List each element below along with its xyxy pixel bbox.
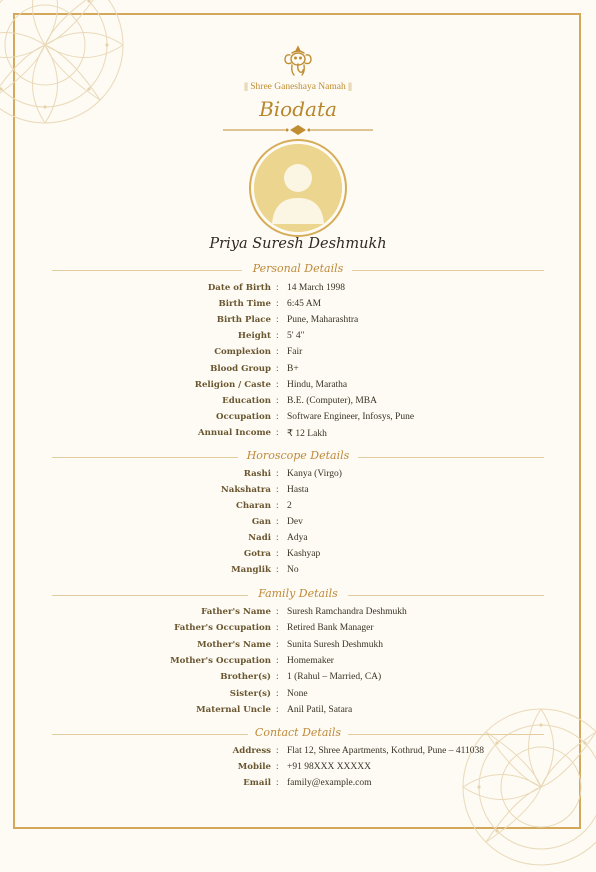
separator-colon: : <box>276 501 279 511</box>
ganesha-icon <box>281 44 315 78</box>
section-heading-contact-details <box>52 727 544 741</box>
detail-label: Maternal Uncle <box>196 704 271 715</box>
detail-value: 5' 4" <box>287 331 305 342</box>
detail-value: 6:45 AM <box>287 299 322 310</box>
detail-label: Education <box>222 395 271 406</box>
detail-row <box>0 689 596 703</box>
separator-colon: : <box>276 427 279 438</box>
detail-value: Software Engineer, Infosys, Pune <box>287 411 415 422</box>
detail-row <box>0 299 596 313</box>
section-title: Family Details <box>258 587 338 600</box>
separator-colon: : <box>276 533 279 543</box>
detail-label: Religion / Caste <box>194 379 271 390</box>
detail-value: family@example.com <box>287 778 372 788</box>
detail-value: Suresh Ramchandra Deshmukh <box>287 607 407 617</box>
separator-colon: : <box>276 331 279 342</box>
detail-row <box>0 485 596 499</box>
detail-value: No <box>287 565 299 575</box>
detail-value: Homemaker <box>287 655 334 666</box>
separator-colon: : <box>276 688 279 699</box>
detail-label: Rashi <box>243 469 271 479</box>
detail-row <box>0 656 596 670</box>
detail-label: Annual Income <box>197 427 271 438</box>
detail-row <box>0 672 596 686</box>
detail-label: Nadi <box>248 533 271 543</box>
separator-colon: : <box>276 379 279 390</box>
page-title: Biodata <box>259 97 337 121</box>
detail-label: Height <box>237 331 271 342</box>
separator-colon: : <box>276 623 279 634</box>
detail-row <box>0 331 596 345</box>
detail-label: Nakshatra <box>220 485 271 495</box>
detail-value: 14 March 1998 <box>287 283 346 293</box>
detail-label: Father's Name <box>201 607 271 617</box>
detail-value: Retired Bank Manager <box>287 623 374 634</box>
detail-value: Hindu, Maratha <box>287 379 348 390</box>
detail-row <box>0 640 596 654</box>
separator-colon: : <box>276 485 279 495</box>
title-divider-ornament <box>223 124 373 136</box>
detail-row <box>0 396 596 410</box>
separator-colon: : <box>276 395 279 406</box>
detail-value: Adya <box>287 533 308 543</box>
detail-value: Fair <box>287 347 303 358</box>
detail-row <box>0 315 596 329</box>
separator-colon: : <box>276 672 279 683</box>
separator-colon: : <box>276 762 279 772</box>
detail-row <box>0 762 596 776</box>
detail-label: Occupation <box>216 411 271 422</box>
detail-value: B.E. (Computer), MBA <box>287 395 377 406</box>
detail-label: Mother's Name <box>197 639 271 650</box>
separator-colon: : <box>276 704 279 715</box>
separator-colon: : <box>276 517 279 527</box>
detail-row <box>0 428 596 442</box>
detail-label: Birth Time <box>218 299 271 310</box>
detail-label: Sister(s) <box>229 688 271 699</box>
detail-value: B+ <box>287 363 299 374</box>
detail-label: Birth Place <box>216 315 271 326</box>
detail-row <box>0 469 596 483</box>
detail-value: 1 (Rahul – Married, CA) <box>287 672 382 683</box>
detail-row <box>0 607 596 621</box>
detail-row <box>0 380 596 394</box>
separator-colon: : <box>276 283 279 293</box>
separator-colon: : <box>276 411 279 422</box>
separator-colon: : <box>276 299 279 310</box>
separator-colon: : <box>276 778 279 788</box>
detail-value: Kanya (Virgo) <box>287 469 342 479</box>
detail-row <box>0 533 596 547</box>
detail-row <box>0 549 596 563</box>
detail-row <box>0 623 596 637</box>
detail-row <box>0 364 596 378</box>
detail-label: Mobile <box>237 762 271 772</box>
detail-value: Hasta <box>287 485 309 495</box>
detail-value: None <box>287 688 308 699</box>
detail-label: Gotra <box>243 549 271 559</box>
section-title: Horoscope Details <box>246 449 350 462</box>
detail-label: Complexion <box>214 347 271 358</box>
avatar[interactable] <box>254 144 342 232</box>
separator-colon: : <box>276 347 279 358</box>
detail-value: Pune, Maharashtra <box>287 315 359 326</box>
candidate-name: Priya Suresh Deshmukh <box>209 236 387 252</box>
detail-row <box>0 412 596 426</box>
detail-label: Blood Group <box>210 363 271 374</box>
detail-label: Gan <box>251 517 271 527</box>
section-heading-family-details <box>52 588 544 602</box>
detail-label: Manglik <box>231 565 271 575</box>
section-heading-horoscope-details <box>52 450 544 464</box>
detail-row <box>0 517 596 531</box>
detail-row <box>0 705 596 719</box>
detail-value: Kashyap <box>287 549 321 559</box>
detail-value: Anil Patil, Satara <box>287 704 353 715</box>
person-placeholder-icon <box>254 144 342 232</box>
separator-colon: : <box>276 549 279 559</box>
detail-label: Date of Birth <box>207 283 271 293</box>
detail-row <box>0 746 596 760</box>
detail-label: Address <box>232 746 271 756</box>
section-title: Personal Details <box>252 262 344 275</box>
separator-colon: : <box>276 363 279 374</box>
separator-colon: : <box>276 565 279 575</box>
detail-value: ₹ 12 Lakh <box>287 428 327 439</box>
separator-colon: : <box>276 469 279 479</box>
detail-row <box>0 347 596 361</box>
detail-row <box>0 565 596 579</box>
detail-value: Flat 12, Shree Apartments, Kothrud, Pune – 411038 <box>287 746 485 756</box>
detail-value: 2 <box>287 501 292 511</box>
shloka-text: || Shree Ganeshaya Namah || <box>244 82 352 92</box>
detail-label: Charan <box>235 501 271 511</box>
section-title: Contact Details <box>254 726 342 739</box>
detail-label: Email <box>243 778 271 788</box>
detail-label: Brother(s) <box>220 672 271 683</box>
separator-colon: : <box>276 315 279 326</box>
separator-colon: : <box>276 655 279 666</box>
detail-row <box>0 283 596 297</box>
detail-value: Sunita Suresh Deshmukh <box>287 639 384 650</box>
detail-value: Dev <box>287 517 303 527</box>
detail-value: +91 98XXX XXXXX <box>287 762 371 772</box>
separator-colon: : <box>276 607 279 617</box>
detail-row <box>0 501 596 515</box>
section-heading-personal-details <box>52 263 544 277</box>
detail-row <box>0 778 596 792</box>
detail-label: Mother's Occupation <box>170 655 271 666</box>
detail-label: Father's Occupation <box>174 623 271 634</box>
separator-colon: : <box>276 746 279 756</box>
separator-colon: : <box>276 639 279 650</box>
